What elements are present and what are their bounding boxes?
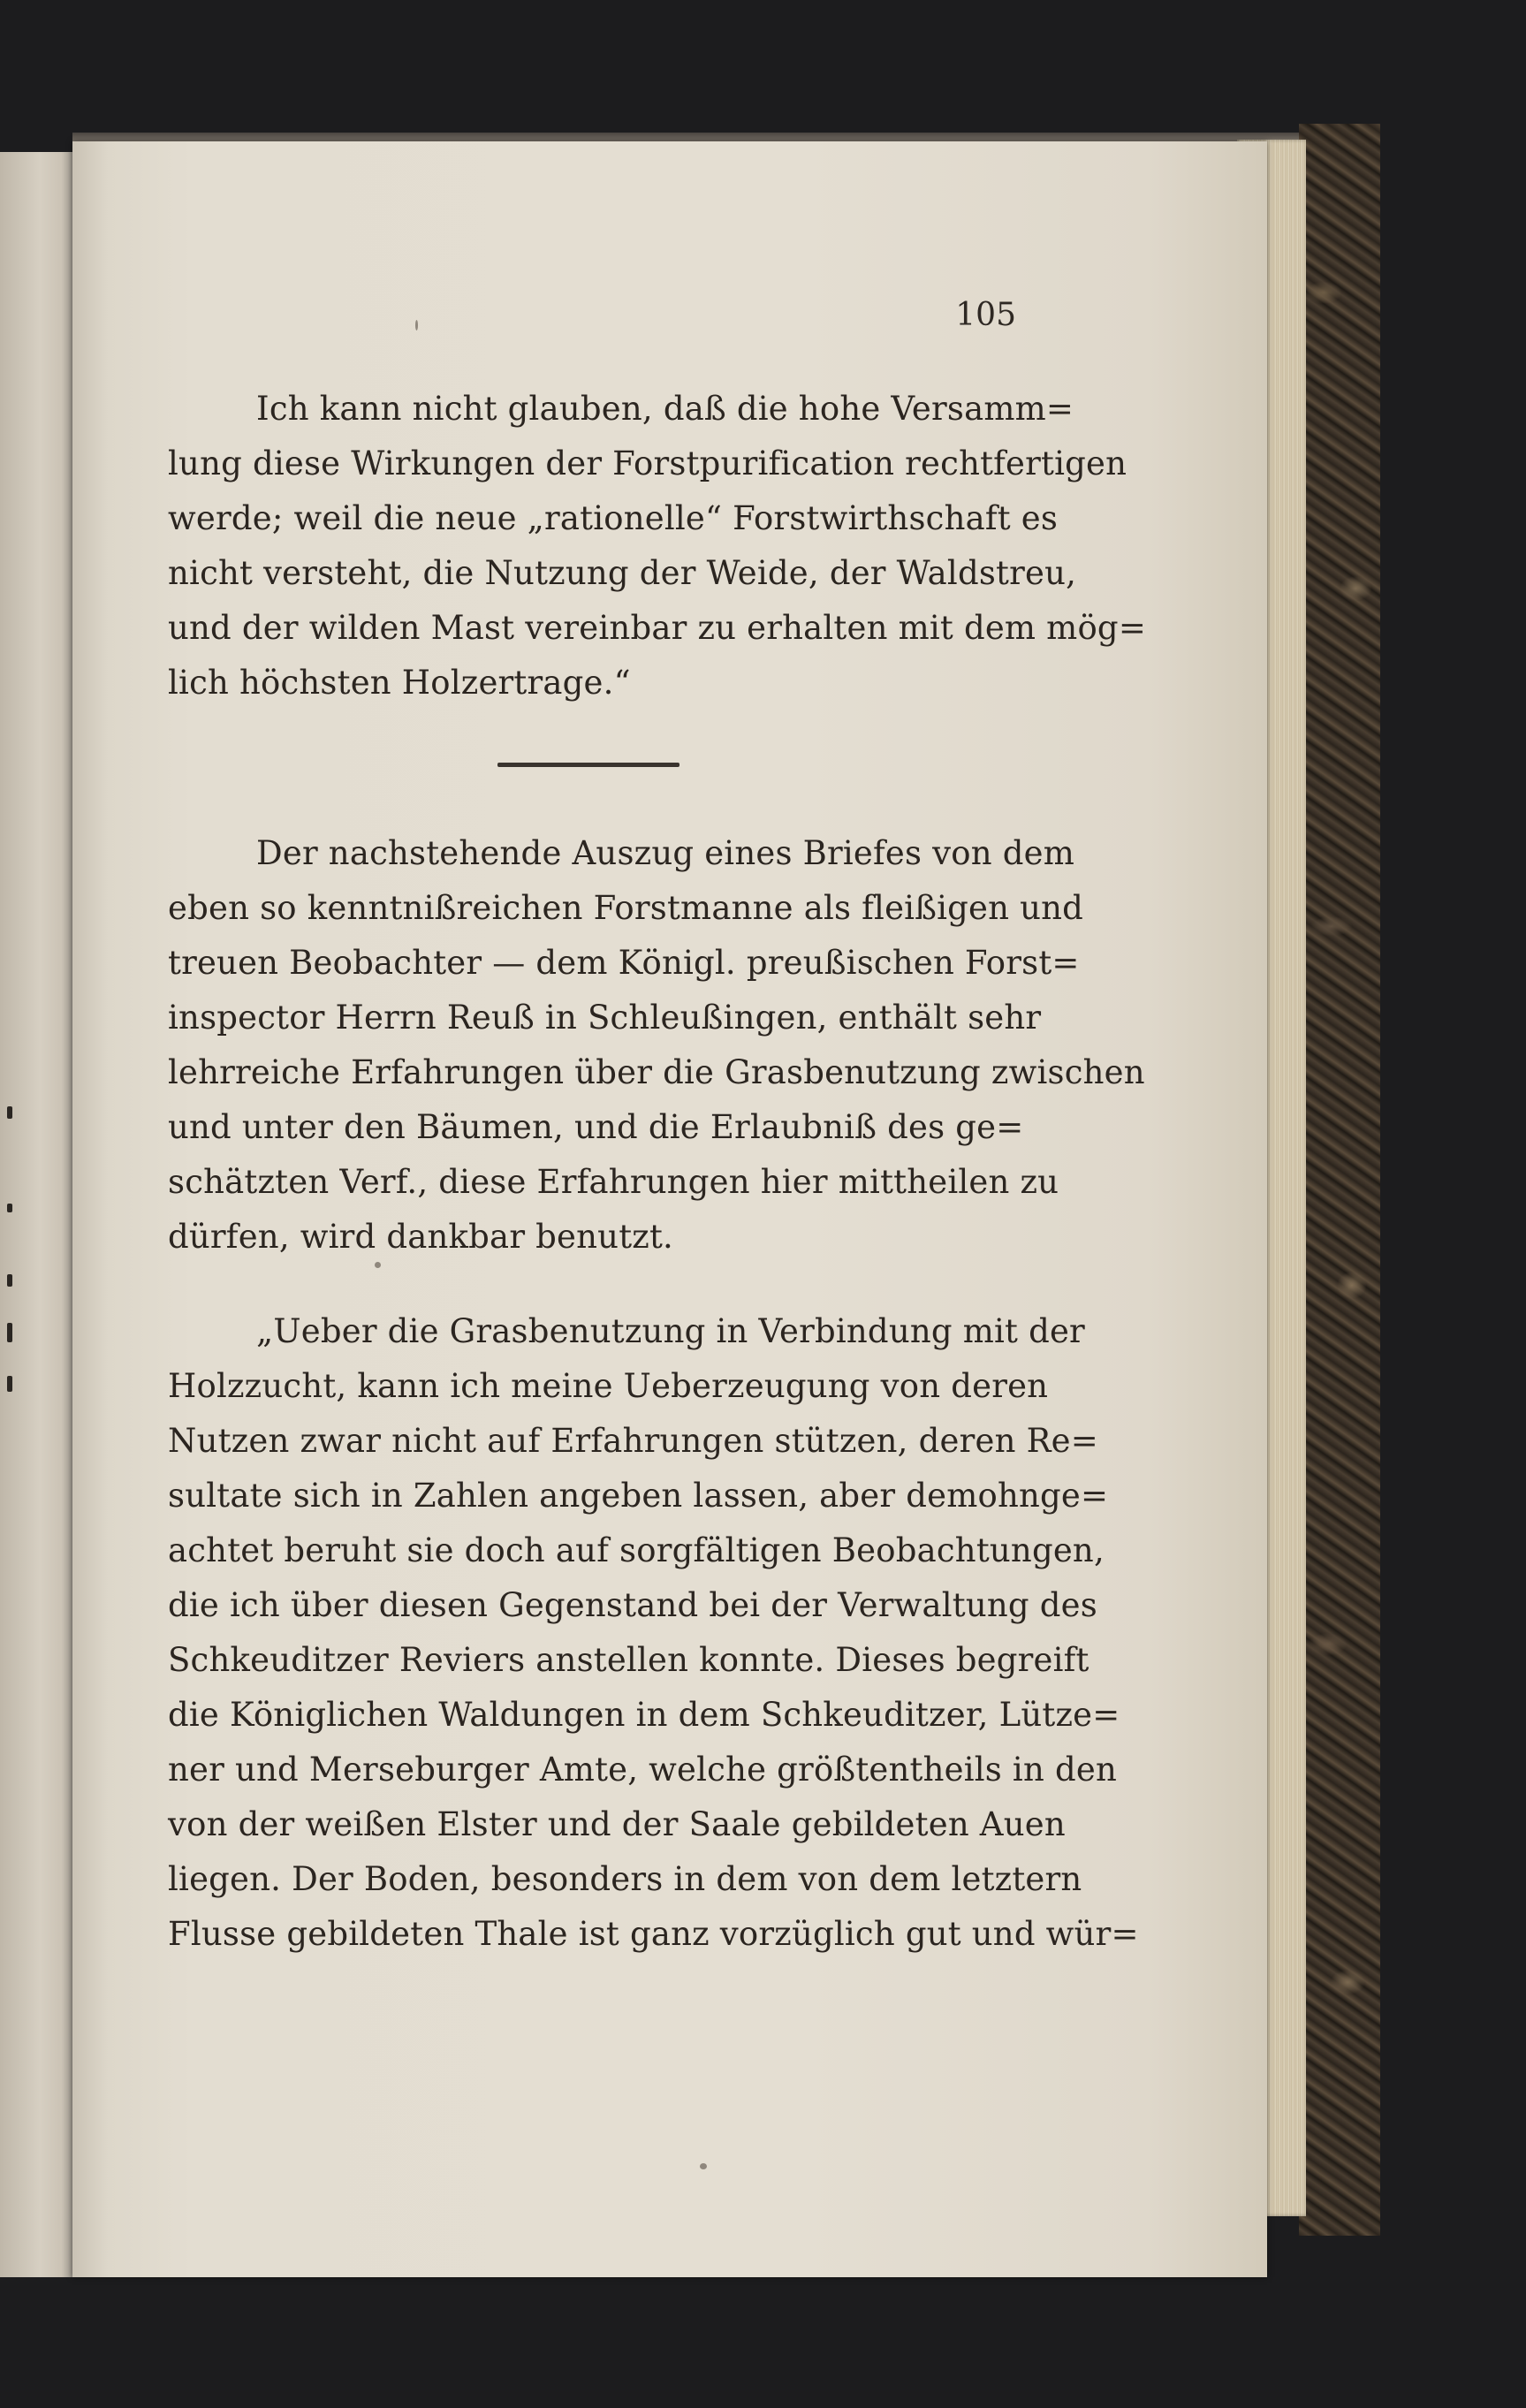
- text-line: lehrreiche Erfahrungen über die Grasbenutzung zwischen: [168, 1053, 1145, 1091]
- ink-mark: [7, 1106, 12, 1119]
- text-line: werde; weil die neue „rationelle“ Forstwirthschaft es: [168, 499, 1059, 537]
- text-line: und der wilden Mast vereinbar zu erhalten mit dem mög=: [168, 609, 1147, 647]
- text-line: achtet beruht sie doch auf sorgfältigen Beobachtungen,: [168, 1531, 1105, 1569]
- text-line: liegen. Der Boden, besonders in dem von dem letztern: [168, 1860, 1082, 1898]
- text-line: ner und Merseburger Amte, welche größtentheils in den: [168, 1751, 1117, 1789]
- text-line: lung diese Wirkungen der Forstpurification rechtfertigen: [168, 444, 1127, 482]
- text-line: „Ueber die Grasbenutzung in Verbindung mit der: [256, 1312, 1085, 1350]
- text-line: lich höchsten Holzertrage.“: [168, 664, 631, 702]
- ink-mark: [7, 1204, 12, 1212]
- page-number: 105: [955, 297, 1016, 333]
- paragraph-1: [168, 382, 1147, 710]
- text-line: sultate sich in Zahlen angeben lassen, aber demohnge=: [168, 1477, 1109, 1515]
- ink-mark: [7, 1376, 12, 1392]
- text-line: Der nachstehende Auszug eines Briefes von dem: [256, 834, 1074, 872]
- text-line: Holzzucht, kann ich meine Ueberzeugung von deren: [168, 1367, 1049, 1405]
- paragraph-2: [168, 826, 1145, 1265]
- text-line: die Königlichen Waldungen in dem Schkeuditzer, Lütze=: [168, 1696, 1120, 1734]
- text-line: Ich kann nicht glauben, daß die hohe Versamm=: [256, 390, 1074, 428]
- ink-mark: [7, 1274, 12, 1287]
- text-line: und unter den Bäumen, und die Erlaubniß des ge=: [168, 1108, 1024, 1146]
- text-line: die ich über diesen Gegenstand bei der Verwaltung des: [168, 1586, 1097, 1624]
- paper-speck: [415, 320, 418, 330]
- text-line: von der weißen Elster und der Saale gebildeten Auen: [168, 1805, 1066, 1843]
- text-line: Nutzen zwar nicht auf Erfahrungen stützen, deren Re=: [168, 1422, 1098, 1460]
- text-line: treuen Beobachter — dem Königl. preußischen Forst=: [168, 944, 1080, 982]
- text-line: schätzten Verf., diese Erfahrungen hier mittheilen zu: [168, 1163, 1059, 1201]
- paper-speck: [700, 2163, 707, 2169]
- paper-speck: [375, 1262, 381, 1268]
- text-line: inspector Herrn Reuß in Schleußingen, enthält sehr: [168, 999, 1042, 1037]
- left-page-edge: [0, 152, 72, 2277]
- paragraph-3: [168, 1304, 1139, 1962]
- ink-mark: [7, 1323, 12, 1342]
- text-line: dürfen, wird dankbar benutzt.: [168, 1218, 674, 1256]
- marbled-cover-board: [1299, 124, 1380, 2236]
- section-separator-rule: [497, 763, 679, 767]
- text-line: eben so kenntnißreichen Forstmanne als fleißigen und: [168, 889, 1084, 927]
- text-line: Schkeuditzer Reviers anstellen konnte. Dieses begreift: [168, 1641, 1089, 1679]
- text-line: nicht versteht, die Nutzung der Weide, der Waldstreu,: [168, 554, 1077, 592]
- text-line: Flusse gebildeten Thale ist ganz vorzüglich gut und wür=: [168, 1915, 1139, 1953]
